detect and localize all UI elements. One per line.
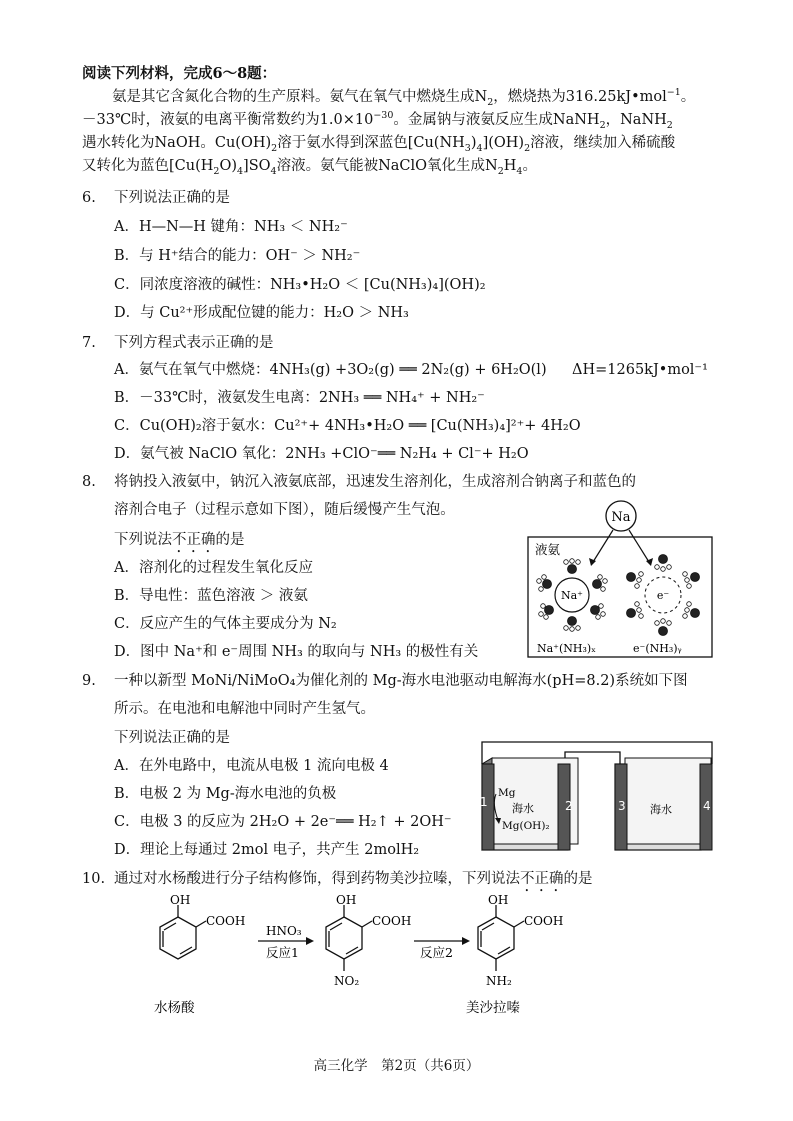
q6-stem: 下列说法正确的是 (114, 190, 230, 206)
q6-option-c: C．同浓度溶液的碱性：NH₃•H₂O ＜ [Cu(NH₃)₄](OH)₂ (114, 277, 486, 293)
cooh-label-1: COOH (206, 914, 246, 928)
electron-label: e⁻ (656, 589, 670, 602)
electrode-4-label: 4 (703, 799, 711, 813)
q8-stem-line-2: 溶剂合电子（过程示意如下图），随后缓慢产生气泡。 (114, 502, 455, 518)
cooh-label-2: COOH (372, 914, 412, 928)
q6-option-a: A．H—N—H 键角：NH₃ ＜ NH₂⁻ (114, 219, 348, 235)
q7-stem: 下列方程式表示正确的是 (114, 335, 274, 351)
oh-label-1: OH (170, 893, 191, 907)
q7-option-b: B．－33℃时，液氨发生电离：2NH₃ ══ NH₄⁺ + NH₂⁻ (114, 390, 485, 406)
intro-line-1: 氨是其它含氮化合物的生产原料。氨气在氧气中燃烧生成$N_2$，燃烧热为316.25kJ•mol$^{-1}$。 (112, 87, 696, 108)
solvation-diagram (525, 492, 715, 664)
q8-option-c: C．反应产生的气体主要成分为 N₂ (114, 616, 337, 632)
q9-number: 9. (82, 673, 96, 689)
seawater-left-label: 海水 (512, 802, 534, 815)
electrode-1-label: 1 (480, 795, 488, 809)
intro-line-4: 又转化为蓝色$[Cu(H_2O)_4]SO_4$溶液。氨气能被NaClO氧化生成$N_2H_4$。 (82, 158, 537, 177)
electrode-3-label: 3 (618, 799, 626, 813)
cooh-label-3: COOH (524, 914, 564, 928)
q7-number: 7. (82, 335, 96, 351)
liquid-ammonia-label: 液氨 (535, 542, 561, 557)
sodium-ion-label: Na⁺ (561, 589, 583, 602)
na-atom-label: Na (611, 510, 631, 525)
q10-number: 10. (82, 871, 106, 887)
q9-option-c: C．电极 3 的反应为 2H₂O + 2e⁻══ H₂↑ + 2OH⁻ (114, 814, 452, 830)
page-footer: 高三化学 第2页（共6页） (313, 1058, 480, 1074)
q10-stem: 通过对水杨酸进行分子结构修饰，得到药物美沙拉嗪，下列说法不正确的是 (114, 871, 593, 887)
q6-option-b: B．与 H⁺结合的能力：OH⁻ ＞ NH₂⁻ (114, 248, 361, 264)
magnesium-hydroxide-label: Mg(OH)₂ (502, 820, 550, 832)
q6-option-d: D．与 Cu²⁺形成配位键的能力：H₂O ＞ NH₃ (114, 305, 409, 321)
seawater-right-label: 海水 (650, 803, 672, 816)
intro-line-2: －33℃时，液氨的电离平衡常数约为$1.0\times 10^{-30}$。金属钠与液氨反应生成NaNH$_2$，NaNH$_2$ (82, 110, 673, 131)
q7-option-a: A．氨气在氧气中燃烧：4NH₃(g) +3O₂(g) ══ 2N₂(g) + 6H₂O(l) (114, 362, 547, 378)
q9-stem-line-2: 所示。在电池和电解池中同时产生氢气。 (114, 701, 375, 717)
salicylic-acid-label: 水杨酸 (154, 1000, 195, 1016)
mesalazine-label: 美沙拉嗪 (466, 1000, 520, 1016)
nitro-label: NO₂ (334, 974, 360, 988)
q9-stem-line-1: 一种以新型 MoNi/NiMoO₄为催化剂的 Mg-海水电池驱动电解海水(pH=8.2)系统如下图 (114, 673, 688, 689)
electrode-2-label: 2 (565, 799, 573, 813)
q7-option-a-enthalpy: ΔH=1265kJ•mol⁻¹ (572, 362, 708, 378)
q7-option-d: D．氨气被 NaClO 氧化：2NH₃ +ClO⁻══ N₂H₄ + Cl⁻+ H₂O (114, 446, 529, 462)
nitric-acid-label: HNO₃ (266, 924, 302, 938)
reaction-2-label: 反应2 (420, 945, 453, 960)
q8-number: 8. (82, 474, 96, 490)
oh-label-2: OH (336, 893, 357, 907)
q7-option-c: C．Cu(OH)₂溶于氨水：Cu²⁺+ 4NH₃•H₂O ══ [Cu(NH₃)₄]²⁺+ 4H₂O (114, 418, 581, 434)
oh-label-3: OH (488, 893, 509, 907)
q9-option-a: A．在外电路中，电流从电极 1 流向电极 4 (114, 758, 389, 774)
q9-option-d: D．理论上每通过 2mol 电子，共产生 2molH₂ (114, 842, 420, 858)
q8-option-a: A．溶剂化的过程发生氧化反应 (114, 560, 313, 576)
q9-option-b: B．电极 2 为 Mg-海水电池的负极 (114, 786, 337, 802)
amino-label: NH₂ (486, 974, 512, 988)
q9-ask: 下列说法正确的是 (114, 730, 230, 746)
electron-solvate-caption: e⁻(NH₃)ᵧ (633, 642, 682, 655)
section-heading: 阅读下列材料，完成6～8题： (82, 65, 277, 82)
q8-stem-line-1: 将钠投入液氨中，钠沉入液氨底部，迅速发生溶剂化，生成溶剂合钠离子和蓝色的 (114, 474, 636, 490)
q6-number: 6. (82, 190, 96, 206)
q8-ask: 下列说法不正确的是 (114, 532, 245, 548)
intro-line-3: 遇水转化为NaOH。$Cu(OH)_2$溶于氨水得到深蓝色$[Cu(NH_3)_4](OH)_2$溶液，继续加入稀硫酸 (82, 135, 676, 154)
sodium-solvate-caption: Na⁺(NH₃)ₓ (537, 642, 596, 655)
reaction-scheme (140, 893, 600, 1023)
q8-option-b: B．导电性：蓝色溶液 ＞ 液氨 (114, 588, 308, 604)
magnesium-label: Mg (498, 787, 516, 799)
battery-electrolysis-diagram (470, 740, 720, 852)
reaction-1-label: 反应1 (266, 945, 299, 960)
q8-option-d: D．图中 Na⁺和 e⁻周围 NH₃ 的取向与 NH₃ 的极性有关 (114, 644, 479, 660)
